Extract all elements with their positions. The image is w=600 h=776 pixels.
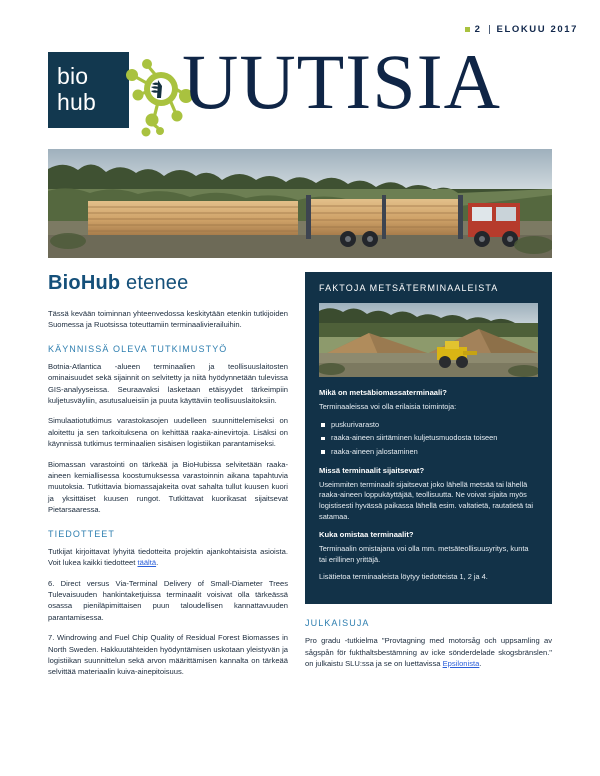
article-intro: Tässä kevään toiminnan yhteenvedossa keskitytään etenkin tutkijoiden Suomessa ja Ruotsissa toteuttamiin terminaalivierailuihin.	[48, 309, 288, 330]
bulletin-item-6: 6. Direct versus Via-Terminal Delivery of Small-Diameter Trees Tulevaisuuden hankintaketjuissa terminaalit voisivat olla tärkeässä osassa pieniläpimittaisen puun taloudellisen kannattavuuden parantamisessa.	[48, 578, 288, 622]
fact-answer-1: Terminaaleissa voi olla erilaisia toimintoja:	[319, 402, 457, 411]
list-item: raaka-aineen jalostaminen	[319, 447, 538, 458]
biohub-logo	[48, 52, 188, 128]
research-paragraph-3: Biomassan varastointi on tärkeää ja BioHubissa selvitetään raaka-aineen kemiallisessa koostumuksessa varastoinnin aikana tapahtuvia muutoksia. Tutkittavia biomassajakeita ovat sahalta tullut kuusen kuori ja yksittäiset kuusen rungot. Tutkittavat kuorikasat sijaitsevat Pietarsaaressa.	[48, 459, 288, 515]
page-title	[48, 272, 288, 295]
fact-question-1: Mikä on metsäbiomassaterminaali?	[319, 388, 447, 397]
bulletin-item-7: 7. Windrowing and Fuel Chip Quality of Residual Forest Biomasses in North Sweden. Hakkuutähteiden hyödyntämisen uskotaan yleistyvän ja logistiikan suunnittelun sekä arvon määrittämisen kannalta on tärkeää selvittää materiaalin kuiva-ainepitoisuus.	[48, 633, 288, 677]
issue-line	[465, 24, 578, 35]
bulletins-link[interactable]: täältä	[137, 558, 157, 568]
main-article-column	[48, 272, 288, 687]
sidebar-column	[305, 272, 552, 669]
research-paragraph-1: Botnia-Atlantica -alueen terminaalien ja teollisuuslaitosten ominaisuudet sekä sijainnit on selvitetty ja niitä hyödynnetään tulevissa GIS-analyyseissa. Seuraavaksi lasketaan etäisyydet tärkeimpiin kuljetusväyliin, asutusalueisiin ja puuta käyttäviin teollisuuslaitoksiin.	[48, 361, 288, 406]
publications-block	[305, 618, 552, 669]
logo-text-hub: hub	[57, 89, 96, 115]
facts-panel-heading: FAKTOJA METSÄTERMINAALEISTA	[319, 283, 499, 293]
wordmark-uutisia: UUTISIA	[182, 38, 501, 125]
publications-text	[305, 635, 552, 669]
publications-heading: JULKAISUJA	[305, 618, 370, 629]
publications-text-before: Pro gradu -tutkielma "Provtagning med motorsåg och uppsamling av sågspån för fukthaltsbestämning av icke sönderdelade skogsbränslen." on julkaistu SLU:ssa ja se on luettavissa	[305, 636, 552, 668]
forest-terminal-photo	[319, 303, 538, 377]
section-heading-research: KÄYNNISSÄ OLEVA TUTKIMUSTYÖ	[48, 343, 228, 354]
timber-truck-photo	[48, 149, 552, 258]
facts-panel	[305, 272, 552, 604]
bulletins-intro-period: .	[156, 558, 159, 568]
page-title-rest: etenee	[120, 272, 189, 294]
fact-question-2: Missä terminaalit sijaitsevat?	[319, 465, 425, 475]
masthead	[0, 0, 600, 148]
fact-more-info: Lisätietoa terminaaleista löytyy tiedotteista 1, 2 ja 4.	[319, 572, 488, 582]
publications-link[interactable]: Epsilonista	[442, 658, 480, 668]
issue-number: 2	[474, 24, 482, 35]
facts-panel-body	[305, 388, 552, 583]
list-item: raaka-aineen siirtäminen kuljetusmuodosta toiseen	[319, 433, 538, 444]
issue-date: ELOKUU 2017	[496, 24, 578, 35]
fact-answer-2: Useimmiten terminaalit sijaitsevat joko lähellä metsää tai lähellä raaka-aineen loppukäyttäjää, teollisuutta. Ne voivat sijaita myös logistisesti hyvässä paikassa lähellä esim. valtatietä, rautatietä tai satamaa.	[319, 479, 534, 521]
fact-answer-3: Terminaalin omistajana voi olla mm. metsäteollisuusyritys, kunta tai erillinen yrittäjä.	[319, 543, 529, 564]
logo-text-bio: bio	[57, 63, 89, 89]
research-paragraph-2: Simulaatiotutkimus varastokasojen uudelleen suunnittelemiseksi on aloitettu ja sen tarkoituksena on kehittää raaka-ainevirtoja. Lisäksi on käynnissä tutkimus terminaalien sisäisen logistiikan parantamiseksi.	[48, 416, 288, 449]
publications-text-after: .	[479, 658, 482, 668]
fact-list	[319, 420, 538, 458]
issue-separator	[489, 25, 490, 34]
issue-marker-icon	[465, 27, 470, 32]
page-title-bold: BioHub	[48, 272, 121, 294]
section-heading-bulletins: TIEDOTTEET	[48, 528, 115, 539]
fact-question-3: Kuka omistaa terminaalit?	[319, 529, 414, 539]
bulletins-intro-text: Tutkijat kirjoittavat lyhyitä tiedotteita projektin ajankohtaisista asioista. Voit lukea kaikki tiedotteet	[48, 546, 288, 568]
list-item: puskurivarasto	[319, 420, 538, 431]
bulletins-intro	[48, 546, 288, 569]
